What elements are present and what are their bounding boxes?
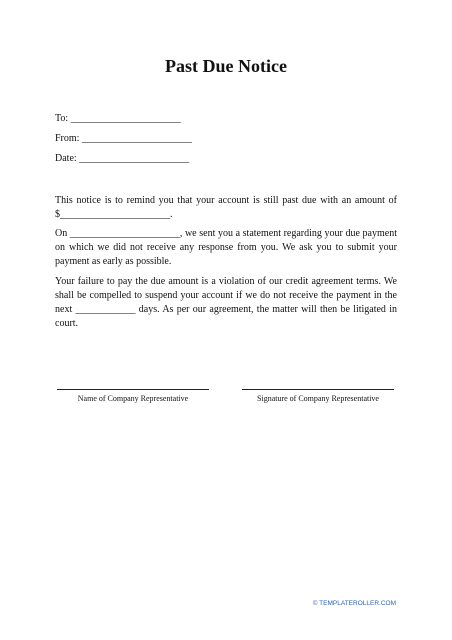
date-field: Date: ______________________ xyxy=(55,153,190,164)
page-title: Past Due Notice xyxy=(165,56,287,76)
signature-line xyxy=(242,389,394,390)
paragraph-amount-due: This notice is to remind you that your account is still past due with an amount of $______________________. xyxy=(55,195,397,220)
from-field: From: ______________________ xyxy=(55,133,192,144)
name-signature-line xyxy=(57,389,209,390)
footer-watermark[interactable]: © TEMPLATEROLLER.COM xyxy=(312,600,396,607)
paragraph-consequence: Your failure to pay the due amount is a violation of our credit agreement terms. We shall be compelled to suspend your account if we do not receive the payment in the next ____________ days. As per our agreement, the matter will then be litigated in court. xyxy=(55,276,397,329)
paragraph-statement: On ______________________, we sent you a statement regarding your due payment on which we did not receive any response from you. We ask you to submit your payment as early as possible. xyxy=(55,228,397,267)
to-field: To: ______________________ xyxy=(55,113,181,124)
name-signature-label: Name of Company Representative xyxy=(77,394,189,403)
signature-label: Signature of Company Representative xyxy=(257,394,379,403)
